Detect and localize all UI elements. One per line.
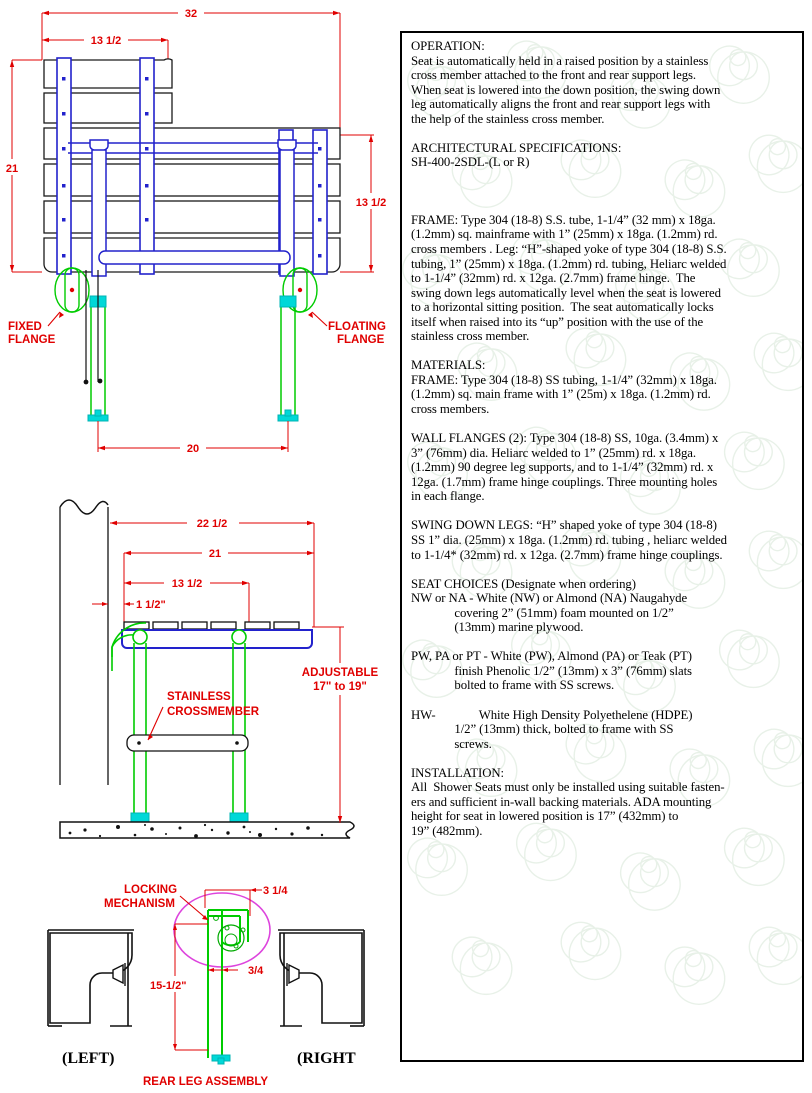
dim-overall-depth-label: 22 1/2 xyxy=(196,518,228,530)
seat-slats-side xyxy=(124,622,299,629)
spec-line-frame-3: tubing, 1” (25mm) x 18ga. (1.2mm) rd. tubing, Heliarc welded xyxy=(411,256,727,271)
fixed-flange-label-line1: FIXED xyxy=(8,321,42,333)
seat-frame-side xyxy=(122,630,312,648)
spec-section-materials xyxy=(411,358,794,416)
legs-side xyxy=(112,623,245,815)
rear-stop-bar xyxy=(84,270,103,384)
side-section-view xyxy=(0,485,400,880)
spec-line-swing-down-legs-1: SS 1” dia. (25mm) x 18ga. (1.2mm) rd. tubing , heliarc welded xyxy=(411,532,727,547)
spec-heading-materials: MATERIALS: xyxy=(411,358,486,373)
spec-line-operation-1: cross member attached to the front and rear support legs. xyxy=(411,68,696,83)
spec-line-wall-flanges-4: in each flange. xyxy=(411,489,485,504)
dim-inner-width-label: 13 1/2 xyxy=(90,35,122,47)
paragraph-gap xyxy=(411,562,794,577)
rear-leg-assembly-view xyxy=(0,878,400,1093)
spec-section-seat-choices xyxy=(411,577,794,635)
dim-seat-depth xyxy=(124,551,314,627)
spec-line-frame-7: itself when raised into its “up” position with the use of the xyxy=(411,314,704,329)
spec-line-swing-down-legs-0: SWING DOWN LEGS: “H” shaped yoke of type 304 (18-8) xyxy=(411,518,717,533)
floor-section xyxy=(60,822,354,838)
front-elevation-view xyxy=(0,0,400,480)
spec-line-frame-6: to a horizontal sitting position. The seat automatically locks xyxy=(411,300,714,315)
leg-feet-side xyxy=(131,813,248,822)
spec-line-wall-flanges-2: (1.2mm) 90 degree leg supports, and to 1-1/4” (32mm) rd. x xyxy=(411,460,714,475)
spec-section-swing-down-legs xyxy=(411,518,794,562)
spec-line-seat-choice-phenolic-2: bolted to frame with SS screws. xyxy=(411,678,615,693)
spec-line-wall-flanges-0: WALL FLANGES (2): Type 304 (18-8) SS, 10ga. (3.4mm) x xyxy=(411,431,719,446)
technical-drawings-column xyxy=(0,0,400,1089)
dim-adjustable-height xyxy=(312,627,344,823)
specification-text xyxy=(402,33,802,842)
fixed-flange-label-line2: FLANGE xyxy=(8,334,56,346)
spec-heading-seat-choices: SEAT CHOICES (Designate when ordering) xyxy=(411,576,636,591)
dim-wall-offset-label: 1 1/2" xyxy=(136,599,166,611)
spec-line-seat-choices-1: covering 2” (51mm) foam mounted on 1/2” xyxy=(411,605,674,620)
floating-flange-label-line2: FLANGE xyxy=(337,334,385,346)
fixed-flange-assembly xyxy=(55,268,89,312)
spec-line-operation-2: When seat is lowered into the down position, the swing down xyxy=(411,82,721,97)
rear-leg-assembly-title: REAR LEG ASSEMBLY xyxy=(143,1076,269,1088)
cross-tube-lower xyxy=(99,251,290,264)
spec-line-seat-choice-hdpe-0: HW- White High Density Polyethelene (HDPE) xyxy=(411,707,693,722)
spec-line-seat-choice-hdpe-2: screws. xyxy=(411,736,492,751)
left-bracket-caption: (LEFT) xyxy=(62,1050,115,1067)
spec-section-operation xyxy=(411,39,794,126)
specification-panel xyxy=(400,31,804,1062)
dim-overall-height-label: 21 xyxy=(5,163,19,175)
paragraph-gap xyxy=(411,751,794,766)
spec-line-materials-0: FRAME: Type 304 (18-8) SS tubing, 1-1/4” (32mm) x 18ga. xyxy=(411,372,717,387)
spec-line-frame-2: cross members . Leg: “H”-shaped yoke of type 304 (18-8) S.S. xyxy=(411,242,727,257)
spec-line-frame-4: to 1-1/4” (32mm) rd. x 12ga. (2.7mm) frame hinge. The xyxy=(411,271,696,286)
spec-line-seat-choice-phenolic-0: PW, PA or PT - White (PW), Almond (PA) or Teak (PT) xyxy=(411,649,692,664)
spec-line-seat-choice-phenolic-1: finish Phenolic 1/2” (13mm) x 3” (76mm) slats xyxy=(411,663,692,678)
fixed-flange-leader xyxy=(48,312,64,326)
adjustable-label-line1: ADJUSTABLE xyxy=(301,667,379,679)
spec-line-frame-8: stainless cross member. xyxy=(411,329,530,344)
right-bracket-caption: (RIGHT xyxy=(297,1050,356,1067)
spec-line-frame-5: swing down legs automatically level when the seat is lowered xyxy=(411,285,721,300)
paragraph-gap xyxy=(411,417,794,432)
paragraph-gap xyxy=(411,126,794,141)
spec-line-swing-down-legs-2: to 1-1/4* (32mm) rd. x 12ga. (2.7mm) frame hinge couplings. xyxy=(411,547,723,562)
paragraph-gap xyxy=(411,344,794,359)
dim-leg-length-label: 15-1/2" xyxy=(150,980,187,992)
spec-section-architectural-specifications xyxy=(411,141,794,170)
spec-line-operation-0: Seat is automatically held in a raised position by a stainless xyxy=(411,53,709,68)
adjustable-label-line2: 17" to 19" xyxy=(313,681,367,693)
spec-line-wall-flanges-3: 12ga. (1.7mm) frame hinge couplings. Three mounting holes xyxy=(411,474,718,489)
dim-offset-label: 3/4 xyxy=(248,965,264,977)
seat-slats xyxy=(44,59,340,272)
locking-mechanism-label-line1: LOCKING xyxy=(124,884,178,896)
spec-line-installation-1: ers and sufficient in-wall backing materials. ADA mounting xyxy=(411,794,712,809)
spec-line-seat-choices-2: (13mm) marine plywood. xyxy=(411,620,584,635)
rear-leg-foot-tip xyxy=(218,1058,224,1064)
spec-line-materials-2: cross members. xyxy=(411,402,490,417)
dim-mid-depth-label: 13 1/2 xyxy=(171,578,203,590)
spec-line-installation-2: height for seat in lowered position is 17” (432mm) to xyxy=(411,809,679,824)
crossmember-label-line2: CROSSMEMBER xyxy=(167,706,260,718)
spec-section-seat-choice-phenolic xyxy=(411,649,794,693)
spec-heading-architectural-specifications: ARCHITECTURAL SPECIFICATIONS: xyxy=(411,140,622,155)
spec-line-seat-choices-0: NW or NA - White (NW) or Almond (NA) Naugahyde xyxy=(411,591,688,606)
spec-line-operation-3: leg automatically aligns the front and rear support legs with xyxy=(411,97,711,112)
spec-line-operation-4: the help of the stainless cross member. xyxy=(411,111,605,126)
spec-line-materials-1: (1.2mm) sq. main frame with 1” (25m) x 18ga. (1.2mm) rd. xyxy=(411,387,711,402)
hinge-pivots xyxy=(133,630,246,644)
spec-section-wall-flanges xyxy=(411,431,794,504)
spec-line-frame-0: FRAME: Type 304 (18-8) S.S. tube, 1-1/4” (32 mm) x 18ga. xyxy=(411,212,716,227)
spec-line-installation-3: 19” (482mm). xyxy=(411,823,483,838)
spec-section-seat-choice-hdpe xyxy=(411,708,794,752)
dim-leg-spread-label: 20 xyxy=(186,443,200,455)
spec-product-code: SH-400-2SDL-(L or R) xyxy=(411,155,530,170)
spec-section-frame xyxy=(411,213,794,344)
dim-overall-width-label: 32 xyxy=(184,8,198,20)
stainless-crossmember xyxy=(127,735,248,751)
wall-section xyxy=(60,500,108,785)
spec-line-frame-1: (1.2mm) sq. mainframe with 1” (25mm) x 18ga. (1.2mm) rd. xyxy=(411,227,718,242)
spec-section-installation xyxy=(411,766,794,839)
hinge-collars-and-feet xyxy=(88,296,298,421)
spec-heading-installation: INSTALLATION: xyxy=(411,765,504,780)
dim-top-width-label: 3 1/4 xyxy=(263,885,288,897)
floating-flange-label-line1: FLOATING xyxy=(328,321,386,333)
floating-flange-leader xyxy=(308,312,327,326)
spec-heading-operation: OPERATION: xyxy=(411,39,485,53)
paragraph-gap xyxy=(411,635,794,650)
paragraph-gap xyxy=(411,504,794,519)
paragraph-gap xyxy=(411,693,794,708)
spec-line-installation-0: All Shower Seats must only be installed using suitable fasten- xyxy=(411,780,725,795)
paragraph-gap xyxy=(411,170,794,213)
dim-seat-depth-label: 21 xyxy=(208,548,222,560)
locking-mechanism-label-line2: MECHANISM xyxy=(104,898,175,910)
crossmember-label-line1: STAINLESS xyxy=(167,691,231,703)
swing-down-legs xyxy=(91,300,295,418)
dim-right-height-label: 13 1/2 xyxy=(355,197,387,209)
spec-line-seat-choice-hdpe-1: 1/2” (13mm) thick, bolted to frame with SS xyxy=(411,722,674,737)
spec-line-wall-flanges-1: 3” (76mm) dia. Heliarc welded to 1” (25mm) rd. x 18ga. xyxy=(411,445,696,460)
